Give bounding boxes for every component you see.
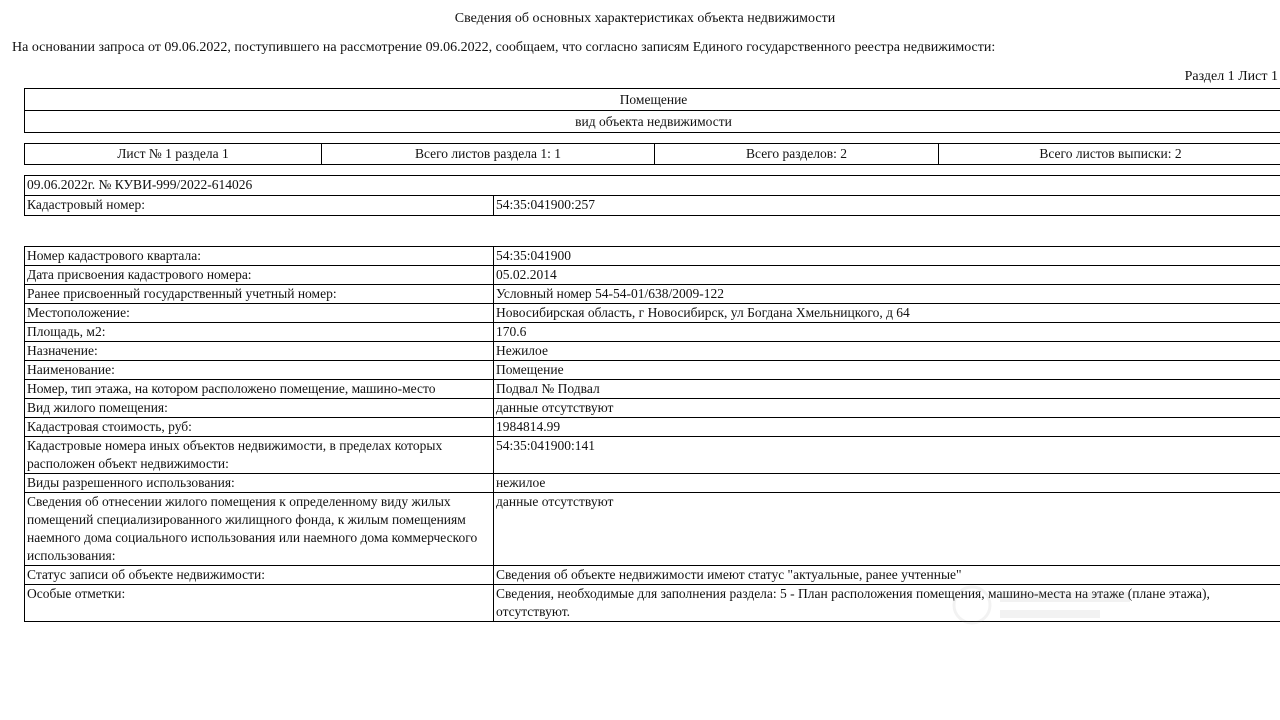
object-name: Помещение [619, 92, 688, 107]
property-row [25, 266, 1280, 285]
property-value: 170.6 [494, 323, 1280, 342]
property-label: Ранее присвоенный государственный учетный номер: [25, 285, 494, 304]
property-row [25, 380, 1280, 399]
record-number-table [24, 175, 1280, 216]
property-value: 54:35:041900:141 [494, 437, 1280, 474]
property-value: Помещение [494, 361, 1280, 380]
property-value: 1984814.99 [494, 418, 1280, 437]
property-label: Местоположение: [25, 304, 494, 323]
property-row [25, 361, 1280, 380]
property-row [25, 474, 1280, 493]
property-value: Подвал № Подвал [494, 380, 1280, 399]
property-value: Сведения об объекте недвижимости имеют статус "актуальные, ранее учтенные" [494, 566, 1280, 585]
property-label: Номер кадастрового квартала: [25, 247, 494, 266]
property-row [25, 247, 1280, 266]
property-label: Назначение: [25, 342, 494, 361]
property-row [25, 323, 1280, 342]
property-value: нежилое [494, 474, 1280, 493]
property-value: 05.02.2014 [494, 266, 1280, 285]
property-label: Кадастровая стоимость, руб: [25, 418, 494, 437]
property-value: 54:35:041900 [494, 247, 1280, 266]
property-value: Сведения, необходимые для заполнения раздела: 5 - План расположения помещения, машино-места на этаже (плане этажа), отсутствуют. [494, 585, 1280, 622]
record-date-number: 09.06.2022г. № КУВИ-999/2022-614026 [25, 176, 1280, 196]
property-row [25, 437, 1280, 474]
properties-table [24, 246, 1280, 622]
request-intro: На основании запроса от 09.06.2022, поступившего на рассмотрение 09.06.2022, сообщаем, что согласно записям Единого государственного реестра недвижимости: [12, 40, 996, 55]
property-row [25, 418, 1280, 437]
watermark-logo [950, 570, 1140, 640]
document-title: Сведения об основных характеристиках объекта недвижимости [454, 11, 836, 26]
total-extract-sheets: Всего листов выписки: 2 [939, 144, 1280, 165]
property-label: Вид жилого помещения: [25, 399, 494, 418]
cadastral-number-label: Кадастровый номер: [25, 196, 494, 216]
property-row [25, 399, 1280, 418]
property-row [25, 342, 1280, 361]
property-label: Кадастровые номера иных объектов недвижимости, в пределах которых расположен объект недвижимости: [25, 437, 494, 474]
sheet-info-table [24, 143, 1280, 165]
property-label: Дата присвоения кадастрового номера: [25, 266, 494, 285]
total-sections: Всего разделов: 2 [655, 144, 939, 165]
property-label: Статус записи об объекте недвижимости: [25, 566, 494, 585]
object-type-caption: вид объекта недвижимости [25, 110, 1280, 132]
sheet-number: Лист № 1 раздела 1 [25, 144, 322, 165]
cadastral-number-value: 54:35:041900:257 [494, 196, 1280, 216]
property-label: Площадь, м2: [25, 323, 494, 342]
property-value: Нежилое [494, 342, 1280, 361]
object-type-box [24, 88, 1280, 133]
property-row [25, 493, 1280, 566]
property-value: данные отсутствуют [494, 493, 1280, 566]
property-label: Сведения об отнесении жилого помещения к определенному виду жилых помещений специализированного жилищного фонда, к жилым помещениям наемного дома социального использования или наемного дома коммерческого использования: [25, 493, 494, 566]
property-label: Виды разрешенного использования: [25, 474, 494, 493]
property-value: Условный номер 54-54-01/638/2009-122 [494, 285, 1280, 304]
property-value: данные отсутствуют [494, 399, 1280, 418]
section-sheet-marker: Раздел 1 Лист 1 [1184, 69, 1278, 84]
total-section-sheets: Всего листов раздела 1: 1 [322, 144, 655, 165]
property-label: Особые отметки: [25, 585, 494, 622]
property-value: Новосибирская область, г Новосибирск, ул Богдана Хмельницкого, д 64 [494, 304, 1280, 323]
property-label: Наименование: [25, 361, 494, 380]
property-label: Номер, тип этажа, на котором расположено помещение, машино-место [25, 380, 494, 399]
property-row [25, 285, 1280, 304]
property-row [25, 304, 1280, 323]
